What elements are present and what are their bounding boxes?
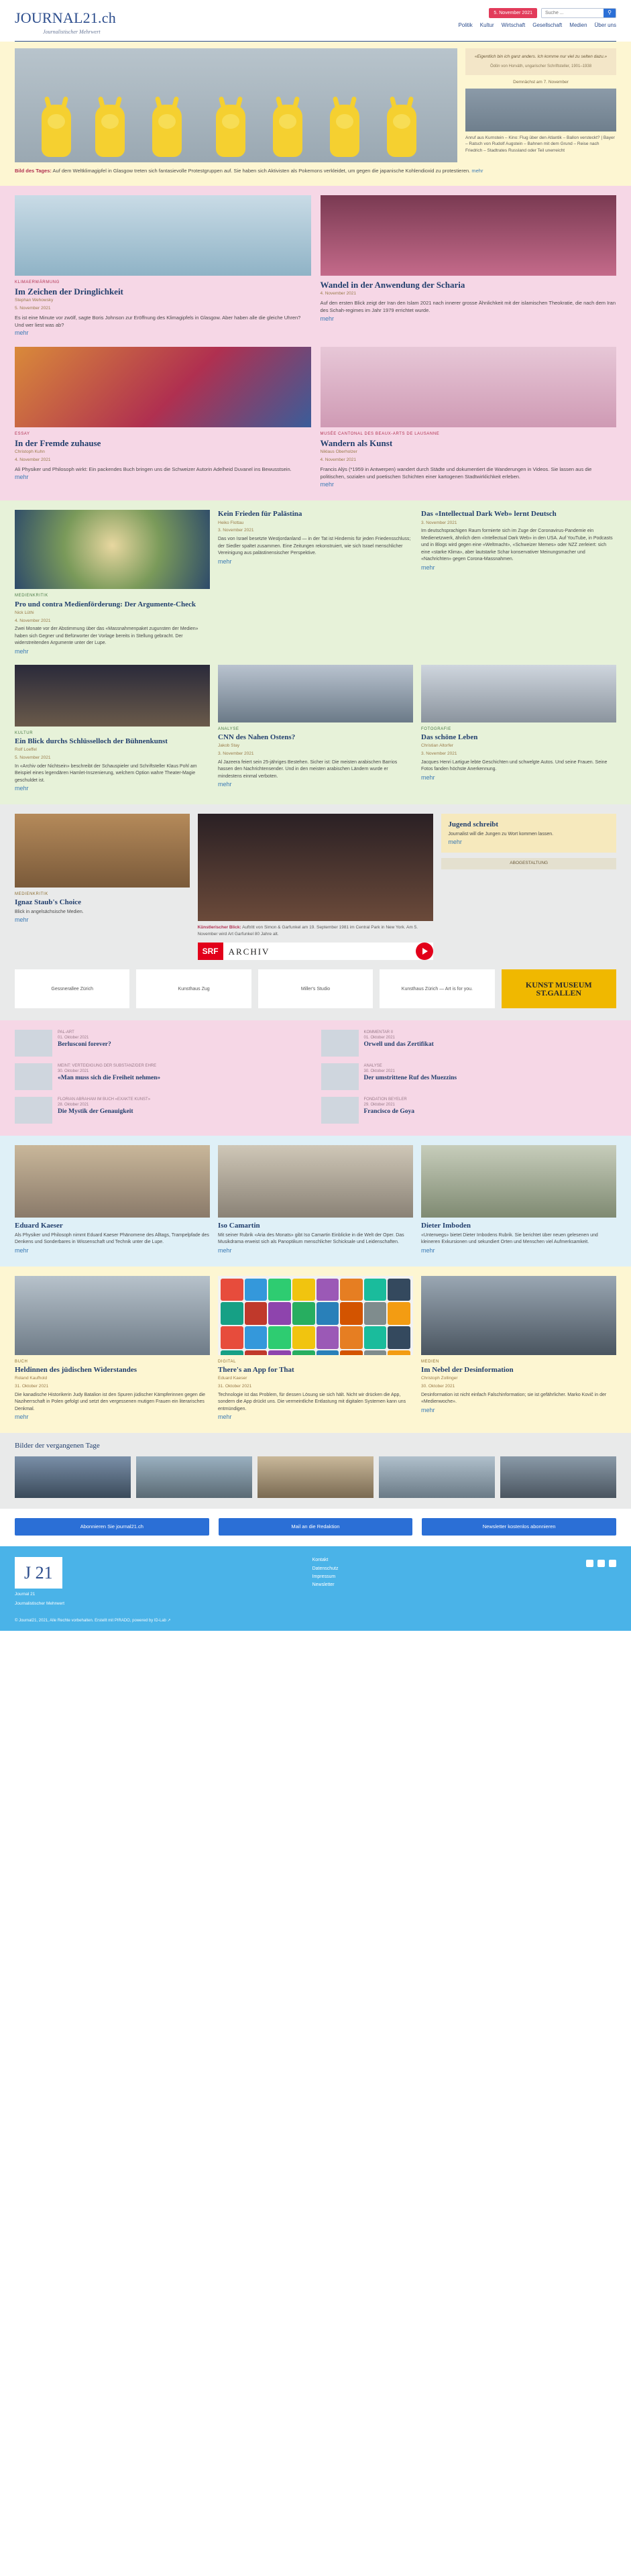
header-right bbox=[458, 8, 616, 30]
article-title[interactable]: Das schöne Leben bbox=[421, 733, 478, 741]
article-kicker: MUSÉE CANTONAL DES BEAUX-ARTS DE LAUSANNE bbox=[320, 431, 440, 436]
article-card[interactable] bbox=[421, 1276, 616, 1421]
article-more-link[interactable]: mehr bbox=[320, 481, 335, 488]
article-image[interactable] bbox=[321, 195, 617, 276]
article-card[interactable] bbox=[15, 1276, 210, 1421]
nav-item-wirtschaft[interactable]: Wirtschaft bbox=[501, 22, 526, 29]
sponsor-logo[interactable]: Miller's Studio bbox=[258, 969, 373, 1008]
jugend-panel[interactable] bbox=[441, 814, 616, 853]
featured-pink-section bbox=[0, 186, 631, 501]
article-date: 4. November 2021 bbox=[15, 618, 51, 623]
article-title[interactable]: Wandel in der Anwendung der Scharia bbox=[320, 279, 465, 290]
article-body: Zwei Monate vor der Abstimmung über das «Massnahmenpaket zugunsten der Medien» haben sich Gegner und Befürworter der Vorlage bereits in Stellung gebracht. Der widerstreitenden Argumente unter der Lupe. bbox=[15, 627, 198, 646]
media-kicker: MEDIENKRITIK bbox=[15, 892, 48, 897]
item-date: 30. Oktober 2021 bbox=[363, 1069, 395, 1074]
footer-link-impressum[interactable]: Impressum bbox=[312, 1574, 336, 1580]
upcoming-label: Demnächst am 7. November bbox=[513, 80, 569, 85]
article-more-link[interactable]: mehr bbox=[218, 1413, 232, 1421]
columnists-section bbox=[0, 1136, 631, 1266]
play-icon[interactable] bbox=[416, 943, 433, 960]
columnist-name[interactable]: Eduard Kaeser bbox=[15, 1222, 63, 1230]
article-title[interactable]: CNN des Nahen Ostens? bbox=[218, 733, 296, 741]
list-item[interactable] bbox=[15, 1097, 310, 1124]
article-card[interactable] bbox=[321, 195, 617, 337]
jugend-body: Journalist will die Jungen zu Wort kommen lassen. bbox=[448, 831, 554, 837]
item-date: 28. Oktober 2021 bbox=[58, 1103, 89, 1108]
nav-item-ueberuns[interactable]: Über uns bbox=[594, 22, 616, 29]
nav-item-medien[interactable]: Medien bbox=[569, 22, 587, 29]
item-kicker: ANALYSE bbox=[363, 1064, 382, 1069]
article-kicker: DIGITAL bbox=[218, 1359, 237, 1364]
article-date: 3. November 2021 bbox=[218, 751, 254, 756]
article-more-link[interactable]: mehr bbox=[15, 647, 29, 655]
quote-source: Ödön von Horváth, ungarischer Schriftsteller, 1901–1938 bbox=[490, 64, 592, 69]
item-title[interactable]: Orwell und das Zertifikat bbox=[363, 1040, 434, 1048]
article-byline: Christoph Zollinger bbox=[421, 1376, 458, 1381]
article-body: Desinformation ist nicht einfach Falschinformation; sie ist gefährlicher. Marko Kovič in der «Medienwoche». bbox=[421, 1392, 607, 1405]
article-more-link[interactable]: mehr bbox=[15, 1413, 29, 1421]
article-body: Es ist eine Minute vor zwölf, sagte Boris Johnson zur Eröffnung des Klimagipfels in Glasgow. Aber haben alle die gleiche Uhren? Und wer liest was ab? bbox=[15, 314, 301, 329]
article-body: Die kanadische Historikerin Judy Batalion ist den Spuren jüdischer Kämpferinnen gegen die Naziherrschaft in Polen gefolgt und setzt den vergessenen mutigen Frauen ein literarisches Denkmal. bbox=[15, 1392, 206, 1411]
article-more-link[interactable]: mehr bbox=[421, 1406, 435, 1413]
article-date: 31. Oktober 2021 bbox=[218, 1383, 252, 1389]
article-title[interactable]: Wandern als Kunst bbox=[320, 437, 393, 448]
list-item[interactable] bbox=[15, 1030, 310, 1057]
list-item[interactable] bbox=[321, 1030, 617, 1057]
sponsor-strip bbox=[15, 969, 616, 1008]
article-title[interactable]: There's an App for That bbox=[218, 1365, 294, 1374]
article-card[interactable] bbox=[15, 195, 311, 337]
article-image[interactable] bbox=[218, 665, 413, 722]
abogestaltung-note[interactable]: ABOGESTALTUNG bbox=[441, 858, 616, 869]
columnist-card[interactable] bbox=[15, 1145, 210, 1254]
article-date: 31. Oktober 2021 bbox=[15, 1383, 49, 1389]
article-more-link[interactable]: mehr bbox=[15, 329, 29, 337]
article-byline: Jakob Stay bbox=[218, 743, 240, 749]
gallery-section bbox=[0, 1433, 631, 1509]
mail-editorial-button[interactable]: Mail an die Redaktion bbox=[219, 1518, 413, 1536]
article-byline: Stephan Wehowsky bbox=[15, 298, 54, 303]
cta-section bbox=[0, 1509, 631, 1546]
concert-caption-lead: Künstlerischer Blick: bbox=[197, 925, 241, 930]
footer-brand-line1: Journal 21 bbox=[15, 1592, 36, 1597]
item-date: 29. Oktober 2021 bbox=[363, 1103, 395, 1108]
item-kicker: KOMMENTAR II bbox=[363, 1030, 394, 1035]
main-nav[interactable] bbox=[458, 22, 616, 30]
columnist-body: Als Physiker und Philosoph nimmt Eduard Kaeser Phänomene des Alltags, Trampelpfade des Denkens und Sonderbares in Wissenschaft und Technik unter die Lupe. bbox=[15, 1232, 209, 1245]
brand-title: JOURNAL21.ch bbox=[15, 9, 116, 26]
article-body: Auf den ersten Blick zeigt der Iran den Islam 2021 nach innerer grosse Ähnlichkeit mit der islamischen Theokratie, die nach dem Iran des Schah-regimes im Jahr 1979 errichtet wurde. bbox=[320, 300, 616, 314]
social-links[interactable] bbox=[586, 1560, 616, 1567]
article-title[interactable]: In der Fremde zuhause bbox=[15, 437, 101, 448]
item-title[interactable]: Der umstrittene Ruf des Muezzins bbox=[363, 1074, 457, 1081]
gallery-row bbox=[15, 1456, 616, 1498]
media-title[interactable]: Ignaz Staub's Choice bbox=[15, 898, 82, 907]
hero-caption-text: Auf dem Weltklimagipfel in Glasgow treten sich fantasievolle Protestgruppen auf. Sie haben sich Aktivisten als Pokemons verkleidet, um gegen die japanische Kohlendioxid zu protestieren. bbox=[52, 168, 471, 174]
article-body: Jacques Henri Lartigue lebte Geschichten und schwelgte Autos. Und seine Frauen. Seine Fotos fanden höchste Anerkennung. bbox=[421, 759, 608, 772]
media-card-center[interactable] bbox=[198, 814, 434, 960]
article-date: 3. November 2021 bbox=[218, 528, 254, 533]
upcoming-caption: Anruf aus Kurnstein – Kino: Flug über den Atlantik – Ballon versteckt? | Bayer – Ratsch von Rudolf Augstein – Bahnen mit dem Grund – Reise nach Friedrich – Stadtrates Russland oder Teil unerreicht bbox=[465, 136, 615, 153]
media-card-right[interactable] bbox=[441, 814, 616, 960]
jugend-title[interactable]: Jugend schreibt bbox=[448, 820, 499, 829]
item-date: 01. Oktober 2021 bbox=[363, 1036, 395, 1040]
nav-item-politik[interactable]: Politik bbox=[458, 22, 473, 29]
analysis-green-section bbox=[0, 500, 631, 804]
footer-brand-line2: Journalistischer Mehrwert bbox=[15, 1601, 65, 1606]
columnist-body: Mit seiner Rubrik «Aria des Monats» gibt Iso Camartin Einblicke in die Welt der Oper. Das Musikdrama erweist sich als Panoptikum menschlicher Schicksale und Leidenschaften. bbox=[218, 1232, 404, 1245]
article-kicker: MEDIEN bbox=[421, 1359, 439, 1364]
twitter-icon[interactable] bbox=[597, 1560, 605, 1567]
article-date: 5. November 2021 bbox=[15, 755, 51, 760]
footer-copyright: © Journal21, 2021, Alle Rechte vorbehalten. Erstellt mit PIRADO, powered by ID-Lab ↗ bbox=[15, 1618, 171, 1623]
hero-caption bbox=[15, 167, 616, 174]
media-more-link[interactable]: mehr bbox=[15, 916, 29, 924]
footer-link-newsletter[interactable]: Newsletter bbox=[312, 1582, 335, 1588]
item-title[interactable]: Francisco de Goya bbox=[363, 1108, 414, 1115]
item-date: 30. Oktober 2021 bbox=[58, 1069, 89, 1074]
article-more-link[interactable]: mehr bbox=[218, 557, 232, 565]
article-kicker: KULTUR bbox=[15, 731, 34, 735]
article-title[interactable]: Ein Blick durchs Schlüsselloch der Bühnenkunst bbox=[15, 737, 168, 745]
article-date: 4. November 2021 bbox=[15, 458, 51, 463]
article-date: 4. November 2021 bbox=[320, 291, 356, 297]
list-item[interactable] bbox=[321, 1063, 617, 1090]
article-kicker: KLIMAERWÄRMUNG bbox=[15, 280, 60, 284]
srf-logo: SRF bbox=[198, 943, 223, 960]
rss-icon[interactable] bbox=[609, 1560, 616, 1567]
article-image[interactable] bbox=[15, 665, 210, 727]
media-card-left[interactable] bbox=[15, 814, 190, 960]
article-more-link[interactable]: mehr bbox=[421, 564, 435, 571]
item-kicker: MEINT: VERTEIDIGUNG DER SUBSTANZ/DER EHRE bbox=[58, 1064, 157, 1069]
article-date: 5. November 2021 bbox=[15, 306, 51, 311]
gallery-thumbnail[interactable] bbox=[500, 1456, 616, 1498]
item-kicker: FONDATION BEYELER bbox=[363, 1097, 407, 1102]
item-thumbnail[interactable] bbox=[15, 1063, 52, 1090]
article-card[interactable] bbox=[15, 665, 210, 792]
article-more-link[interactable]: mehr bbox=[421, 773, 435, 781]
article-image[interactable] bbox=[15, 195, 311, 276]
article-byline: Eduard Kaeser bbox=[218, 1376, 247, 1381]
concert-caption bbox=[198, 924, 434, 937]
article-date: 3. November 2021 bbox=[421, 751, 457, 756]
columnist-portrait[interactable] bbox=[15, 1145, 210, 1218]
hero-more-link[interactable]: mehr bbox=[471, 168, 483, 174]
article-image[interactable] bbox=[15, 510, 210, 589]
media-section bbox=[0, 804, 631, 1020]
article-image[interactable] bbox=[421, 1276, 616, 1355]
article-kicker: BUCH bbox=[15, 1359, 28, 1364]
article-title[interactable]: Im Nebel der Desinformation bbox=[421, 1365, 514, 1374]
list-item[interactable] bbox=[321, 1097, 617, 1124]
hero-caption-lead: Bild des Tages: bbox=[15, 168, 52, 174]
brand-subtitle: Journalistischer Mehrwert bbox=[43, 28, 101, 35]
article-kicker: FOTOGRAFIE bbox=[421, 727, 451, 731]
article-title[interactable]: Im Zeichen der Dringlichkeit bbox=[15, 286, 123, 297]
item-thumbnail[interactable] bbox=[321, 1063, 359, 1090]
article-kicker: ESSAY bbox=[15, 431, 30, 436]
article-image[interactable] bbox=[218, 1276, 413, 1355]
jugend-more-link[interactable]: mehr bbox=[448, 839, 462, 846]
article-title[interactable]: Heldinnen des jüdischen Widerstandes bbox=[15, 1365, 137, 1374]
columnist-card[interactable] bbox=[218, 1145, 413, 1254]
article-image[interactable] bbox=[15, 1276, 210, 1355]
columnist-body: «Unterwegs» bietet Dieter Imbodens Rubrik. Sie berichtet über neuen gelesenen und kleineren Exkursionen und sekundiert Orten und Menschen viel Aufmerksamkeit. bbox=[421, 1232, 598, 1245]
sponsor-logo[interactable]: Gessnerallee Zürich bbox=[15, 969, 129, 1008]
sponsor-logo[interactable]: KUNST MUSEUM ST.GALLEN bbox=[502, 969, 616, 1008]
article-more-link[interactable]: mehr bbox=[218, 781, 232, 788]
article-kicker: MEDIENKRITIK bbox=[15, 594, 48, 598]
article-card[interactable] bbox=[218, 665, 413, 792]
article-byline: Heiko Flottau bbox=[218, 520, 244, 525]
article-body: In «Archiv oder Nichtsein» beschreibt der Schauspieler und Schriftsteller Klaus Pohl am Beispiel eines legendären Hamlet-Inszenierung, welchem Option wahre Theater-Magie geschuldet ist. bbox=[15, 763, 197, 783]
article-date: 30. Oktober 2021 bbox=[421, 1383, 455, 1389]
features-yellow-section bbox=[0, 1267, 631, 1433]
list-item[interactable] bbox=[15, 1063, 310, 1090]
site-header bbox=[0, 0, 631, 38]
gallery-title: Bilder der vergangenen Tage bbox=[15, 1442, 100, 1450]
article-card[interactable] bbox=[421, 665, 616, 792]
article-title[interactable]: Kein Frieden für Palästina bbox=[218, 510, 302, 519]
article-byline: Nick Lüthi bbox=[15, 610, 34, 615]
header-topbar bbox=[489, 8, 616, 18]
item-title[interactable]: «Man muss sich die Freiheit nehmen» bbox=[58, 1074, 161, 1081]
columnist-name[interactable]: Dieter Imboden bbox=[421, 1222, 471, 1230]
footer-link-datenschutz[interactable]: Datenschutz bbox=[312, 1566, 339, 1571]
footer-logo[interactable]: J 21 bbox=[15, 1557, 62, 1589]
site-footer bbox=[0, 1546, 631, 1631]
article-card[interactable] bbox=[15, 510, 210, 655]
article-body: Francis Alÿs (*1959 in Antwerpen) wandert durch Städte und dokumentiert die Wanderungen in Videos. Sie lassen aus die politischen, sozialen und poetischen Schichten einer kartogenen Stadtwirklichkeit erleben. bbox=[320, 466, 592, 480]
footer-links[interactable] bbox=[312, 1557, 339, 1591]
columnist-name[interactable]: Iso Camartin bbox=[218, 1222, 260, 1230]
hero-sidebar bbox=[465, 48, 616, 162]
hero-section bbox=[0, 42, 631, 185]
columnist-more-link[interactable]: mehr bbox=[421, 1246, 435, 1254]
nav-item-gesellschaft[interactable]: Gesellschaft bbox=[532, 22, 563, 29]
gallery-thumbnail[interactable] bbox=[257, 1456, 374, 1498]
columnist-more-link[interactable]: mehr bbox=[15, 1246, 29, 1254]
search-box[interactable] bbox=[541, 8, 616, 18]
columnist-portrait[interactable] bbox=[421, 1145, 616, 1218]
sponsor-logo[interactable]: Kunsthaus Zug bbox=[136, 969, 251, 1008]
article-byline: Rolf Loeffel bbox=[15, 747, 37, 753]
item-kicker: FLORIAN ABRAHAM IM BUCH «EXAKTE KUNST» bbox=[58, 1097, 151, 1102]
sponsor-logo[interactable]: Kunsthaus Zürich — Art is for you. bbox=[380, 969, 494, 1008]
article-card[interactable] bbox=[321, 347, 617, 489]
columnist-portrait[interactable] bbox=[218, 1145, 413, 1218]
concert-caption-text: Auftritt von Simon & Garfunkel am 19. September 1981 im Central Park in New York. Am 5. November wird Art Garfunkel 80 Jahre alt. bbox=[197, 925, 418, 936]
article-body: Im deutschsprachigen Raum formierte sich im Zuge der Coronavirus-Pandemie ein Medienetzwerk, ähnlich dem «Intellectual Dark Web» in den USA. Auf YouTube, in Podcasts und in Blogs wird gegen eine «Weltmacht», «Schweizer Memes» oder NZZ zerleiert: sich eine «starke Klima», aber lautstarke Schar konservativer Meinungsmacher und «Nachrichten» gegen Corona-Massnahmen. bbox=[421, 529, 613, 562]
article-byline: Christian Altorfer bbox=[421, 743, 454, 749]
app-icon-grid bbox=[218, 1276, 413, 1355]
short-items-section bbox=[0, 1020, 631, 1136]
item-thumbnail[interactable] bbox=[321, 1097, 359, 1124]
article-more-link[interactable]: mehr bbox=[15, 785, 29, 792]
article-body: Ali Physiker und Philosoph wirkt: Ein packendes Buch bringen uns die Schweizer Autorin Adelheid Duvanel ins Bewusstsein. bbox=[15, 466, 292, 472]
item-title[interactable]: Berlusconi forever? bbox=[58, 1040, 111, 1048]
gallery-thumbnail[interactable] bbox=[136, 1456, 252, 1498]
article-title[interactable]: Pro und contra Medienförderung: Der Argumente-Check bbox=[15, 600, 196, 608]
article-image[interactable] bbox=[15, 347, 311, 427]
concert-image[interactable] bbox=[198, 814, 434, 921]
quote-box bbox=[465, 48, 616, 75]
media-body: Blick in angelsächsische Medien. bbox=[15, 909, 84, 914]
article-body: Technologie ist das Problem, für dessen Lösung sie sich hält. Nicht wir drücken die App, sondern die App drückt uns. Die vermeintliche Entlastung mit digitalen Systemen kann uns entmündigen. bbox=[218, 1392, 406, 1411]
nav-item-kultur[interactable]: Kultur bbox=[479, 22, 494, 29]
search-icon[interactable]: ⚲ bbox=[604, 9, 616, 17]
subscribe-button[interactable]: Abonnieren Sie journal21.ch bbox=[15, 1518, 209, 1536]
date-badge: 5. November 2021 bbox=[489, 8, 537, 18]
article-image[interactable] bbox=[421, 665, 616, 722]
newsletter-button[interactable]: Newsletter kostenlos abonnieren bbox=[422, 1518, 616, 1536]
article-more-link[interactable]: mehr bbox=[320, 315, 335, 322]
brand[interactable] bbox=[15, 8, 116, 36]
footer-link-kontakt[interactable]: Kontakt bbox=[312, 1558, 329, 1563]
item-thumbnail[interactable] bbox=[321, 1030, 359, 1057]
item-title[interactable]: Die Mystik der Genauigkeit bbox=[58, 1108, 133, 1115]
facebook-icon[interactable] bbox=[586, 1560, 593, 1567]
article-card[interactable] bbox=[15, 347, 311, 489]
item-date: 01. Oktober 2021 bbox=[58, 1036, 89, 1040]
footer-brand bbox=[15, 1557, 64, 1607]
article-card[interactable] bbox=[421, 510, 616, 655]
srf-archive-label: ARCHIV bbox=[228, 946, 270, 957]
article-body: Al Jazeera feiert sein 25-jähriges Bestehen. Sicher ist: Die meisten arabischen Barrios hassen den Nachrichtensender. Und in den meisten arabischen Ländern wurde er mindestens einmal verboten. bbox=[218, 759, 398, 779]
article-more-link[interactable]: mehr bbox=[15, 474, 29, 481]
quote-text: «Eigentlich bin ich ganz anders. Ich komme nur viel zu selten dazu.» bbox=[474, 54, 608, 60]
article-kicker: ANALYSE bbox=[218, 727, 239, 731]
item-thumbnail[interactable] bbox=[15, 1030, 52, 1057]
bookshelf-image[interactable] bbox=[15, 814, 190, 888]
article-body: Das von Israel besetzte Westjordanland — in der Tat ist Hindernis für jeden Friedensschluss; der Siedler spaltet zusammen. Eine Zeitungen rekonstruiert, wie sich Israel menschlicher Vereinigung aus palästinensischer Perspektive. bbox=[218, 537, 411, 556]
gallery-thumbnail[interactable] bbox=[15, 1456, 131, 1498]
article-byline: Christoph Kuhn bbox=[15, 449, 45, 455]
article-byline: Niklaus Oberholzer bbox=[320, 449, 357, 455]
item-kicker: PAL-ART bbox=[58, 1030, 74, 1035]
article-date: 3. November 2021 bbox=[421, 520, 457, 525]
article-title[interactable]: Das «Intellectual Dark Web» lernt Deutsch bbox=[421, 510, 557, 519]
item-thumbnail[interactable] bbox=[15, 1097, 52, 1124]
article-image[interactable] bbox=[321, 347, 617, 427]
article-card[interactable] bbox=[218, 510, 413, 655]
gallery-thumbnail[interactable] bbox=[379, 1456, 495, 1498]
srf-archive-player[interactable] bbox=[198, 943, 434, 960]
hero-image[interactable] bbox=[15, 48, 457, 162]
article-date: 4. November 2021 bbox=[320, 458, 356, 463]
columnist-more-link[interactable]: mehr bbox=[218, 1246, 232, 1254]
columnist-card[interactable] bbox=[421, 1145, 616, 1254]
search-input[interactable] bbox=[542, 9, 604, 17]
article-byline: Roland Kaufhold bbox=[15, 1376, 48, 1381]
upcoming-image[interactable] bbox=[465, 89, 616, 131]
article-card[interactable] bbox=[218, 1276, 413, 1421]
